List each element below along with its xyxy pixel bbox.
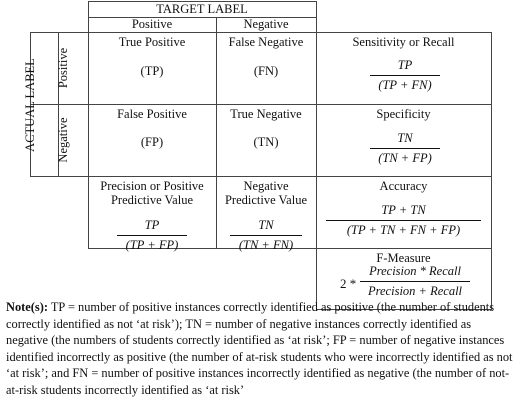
note-label: Note(s): xyxy=(6,300,48,314)
target-label-header: TARGET LABEL xyxy=(156,2,248,16)
fmeasure-title: F-Measure xyxy=(376,251,431,265)
sensitivity-numerator: TP xyxy=(397,58,413,72)
fraction-bar xyxy=(370,148,440,149)
cell-tp-title: True Positive xyxy=(118,35,186,49)
note-text: TP = number of positive instances correctly identified as positive (the number of students correctly identified as not ‘at risk’); TN = number of negative instances correctly identified as negative (the numbers of students correctly identified as ‘at risk’; FP = number of negative instances identified incorrectly as positive (the number of at-risk students who were incorrectly identified as not ‘at risk’; and FN = number of positive instances incorrectly identified as negative (the number of not-at-risk students incorrectly identified as ‘at risk’ xyxy=(6,300,513,397)
row-header-positive: Positive xyxy=(56,47,70,89)
row-header-negative: Negative xyxy=(56,117,70,163)
fmeasure-numerator: Precision * Recall xyxy=(369,264,461,278)
precision-title-line1: Precision or Positive xyxy=(100,179,204,193)
col-header-negative: Negative xyxy=(243,17,289,31)
precision-title-line2: Predictive Value xyxy=(110,193,194,207)
accuracy-denominator: (TP + TN + FN + FP) xyxy=(346,223,461,237)
sensitivity-title: Sensitivity or Recall xyxy=(352,35,455,49)
precision-formula xyxy=(117,218,187,253)
specificity-formula xyxy=(370,131,440,166)
precision-numerator: TP xyxy=(144,218,160,232)
npv-denominator: (TN + FN) xyxy=(238,238,294,252)
npv-title-line2: Predictive Value xyxy=(224,193,308,207)
fraction-bar xyxy=(360,281,470,282)
note-paragraph xyxy=(6,299,516,399)
fraction-bar xyxy=(117,235,187,236)
npv-title-line1: Negative xyxy=(243,179,289,193)
fmeasure-formula xyxy=(360,264,470,299)
accuracy-title: Accuracy xyxy=(379,179,428,193)
actual-label-header: ACTUAL LABEL xyxy=(23,58,37,152)
fraction-bar xyxy=(370,75,440,76)
cell-tn-abbr: (TN) xyxy=(253,135,279,149)
fraction-bar xyxy=(326,220,481,221)
accuracy-formula xyxy=(326,203,481,238)
cell-fp-abbr: (FP) xyxy=(140,135,164,149)
npv-numerator: TN xyxy=(258,218,274,232)
specificity-denominator: (TN + FP) xyxy=(378,151,432,165)
accuracy-numerator: TP + TN xyxy=(381,203,426,217)
rule-right xyxy=(491,32,492,310)
rule-row1-bottom xyxy=(30,104,491,105)
cell-fp-title: False Positive xyxy=(117,107,187,121)
precision-denominator: (TP + FP) xyxy=(125,238,179,252)
sensitivity-denominator: (TP + FN) xyxy=(378,78,432,92)
fmeasure-denominator: Precision + Recall xyxy=(367,284,463,298)
sensitivity-formula xyxy=(370,58,440,93)
rule-matrix-top xyxy=(30,32,491,33)
cell-tn-title: True Negative xyxy=(230,107,302,121)
rule-col2 xyxy=(216,17,217,249)
rule-row2-bottom xyxy=(30,176,491,177)
cell-fn-abbr: (FN) xyxy=(253,64,279,78)
specificity-numerator: TN xyxy=(397,131,413,145)
fraction-bar xyxy=(230,235,302,236)
specificity-title: Specificity xyxy=(376,107,431,121)
cell-fn-title: False Negative xyxy=(228,35,304,49)
col-header-positive: Positive xyxy=(131,17,173,31)
fmeasure-prefix: 2 * xyxy=(340,276,357,291)
cell-tp-abbr: (TP) xyxy=(140,64,164,78)
npv-formula xyxy=(230,218,302,253)
